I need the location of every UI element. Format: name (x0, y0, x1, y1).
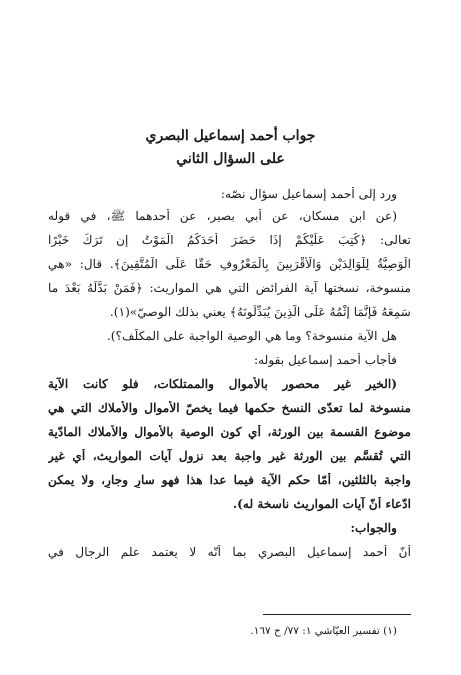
reply-line: أنّ أحمد إسماعيل البصري بما أنّه لا يعتمد علم الرجال في (48, 545, 411, 559)
answer-line: منسوخة لما تعدّى النسخ حكمها فيما يخصّ الأموال والأملاك التي هي (48, 401, 411, 415)
quote-line: تعالى: ﴿كُتِبَ عَلَيْكُمْ إِذَا حَضَرَ أَحَدَكُمُ الْمَوْتُ إِن تَرَكَ خَيْرًا (48, 233, 411, 247)
answer-line: واجبة بالثلثين، أمّا حكم الآية فيما عدا هذا فهو سارٍ وجارٍ، ولا يمكن (48, 473, 411, 487)
quote-line: سَمِعَهُ فَإِنَّمَا إِثْمُهُ عَلَى الَّذِينَ يُبَدِّلُونَهُ﴾ يعني بذلك الوصيّ»(١). (109, 305, 411, 319)
footnote-divider (263, 614, 411, 615)
answer-line: التي تُقسَّم بين الورثة غير واجبة بعد نزول آيات المواريث، أي غير (48, 449, 411, 463)
answer-line: موضوع القسمة بين الورثة، أي كون الوصية بالأموال والأملاك المادّية (48, 425, 411, 439)
question-line: هل الآية منسوخة؟ وما هي الوصية الواجبة على المكلّف؟). (106, 329, 397, 343)
page-title: جواب أحمد إسماعيل البصري (145, 128, 316, 144)
footnote: (١) تفسير العيّاشي ١: ٧٧/ ح ١٦٧. (250, 625, 397, 637)
page-subtitle: على السؤال الثاني (176, 151, 285, 167)
reply-heading: والجواب: (350, 521, 397, 535)
intro-line: ورد إلى أحمد إسماعيل سؤال نصّه: (220, 187, 397, 201)
quote-line: الْوَصِيَّةُ لِلْوَالِدَيْنِ وَالْأَقْرَبِينَ بِالْمَعْرُوفِ حَقًّا عَلَى الْمُتَّقِينَ﴾. قال: «هي (48, 257, 411, 271)
quote-line: (عن ابن مسكان، عن أبي بصير، عن أحدهما ﷺ، في قوله (48, 209, 397, 223)
answer-line: (الخير غير محصور بالأموال والممتلكات، فلو كانت الآية (48, 377, 397, 391)
answer-line: ادّعاء أنّ آيات المواريث ناسخة له). (232, 497, 411, 511)
answer-intro-line: فأجاب أحمد إسماعيل بقوله: (254, 353, 397, 367)
quote-line: منسوخة، نسختها آية الفرائض التي هي المواريث: ﴿فَمَنْ بَدَّلَهُ بَعْدَ ما (48, 281, 411, 295)
